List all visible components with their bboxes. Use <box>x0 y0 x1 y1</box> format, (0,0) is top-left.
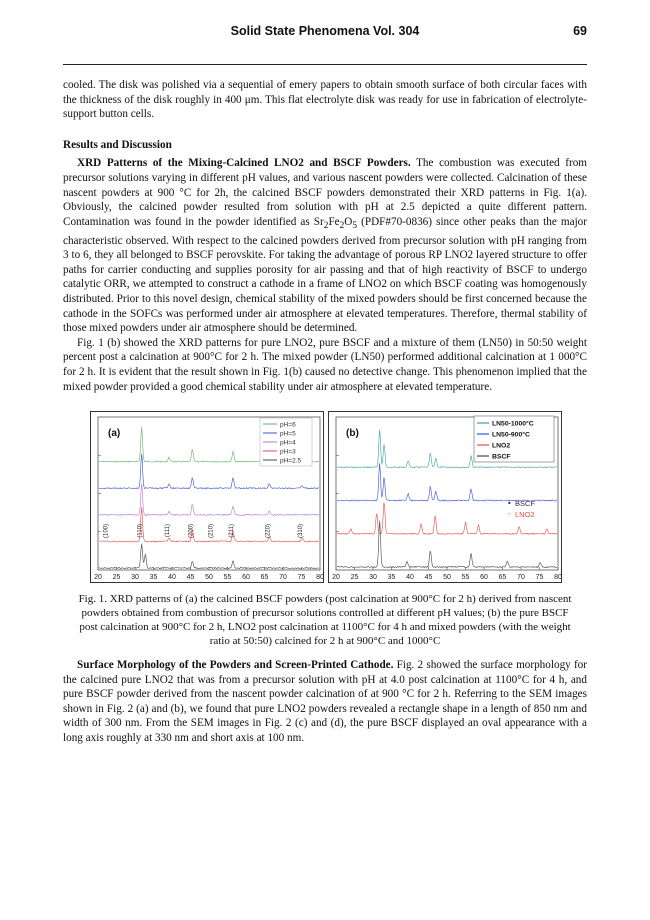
x-tick-label: 45 <box>186 574 195 582</box>
series-line-ln50-900-c <box>337 463 557 501</box>
x-tick-label: 40 <box>406 574 414 582</box>
panel-label: (a) <box>108 428 121 440</box>
panel-label: (b) <box>346 428 359 440</box>
series-line-ph-2-5 <box>99 544 319 569</box>
peak-annotation: (211) <box>229 524 236 538</box>
page-number: 69 <box>573 24 587 38</box>
section-heading: Results and Discussion <box>63 138 172 151</box>
peak-annotation: (111) <box>165 524 172 538</box>
paragraph-intro: cooled. The disk was polished via a sequential of emery papers to obtain smooth surface of both circular faces with the thickness of the disk roughly in 400 μm. This flat electrolyte disk was ready for use in fabrication of electrolyte-support button cells. <box>63 79 587 121</box>
marker-legend-label: LNO2 <box>515 510 535 520</box>
xrd-panel-a <box>90 411 324 583</box>
xrd-chart-a <box>91 412 323 582</box>
xrd-panel-b <box>328 411 562 583</box>
x-tick-label: 30 <box>369 574 377 582</box>
x-tick-label: 80 <box>554 574 562 582</box>
legend-entry: LN50-1000°C <box>492 420 534 428</box>
x-tick-label: 20 <box>94 574 102 582</box>
x-tick-label: 20 <box>332 574 340 582</box>
paragraph-morphology: Surface Morphology of the Powders and Screen-Printed Cathode. Fig. 2 showed the surface morphology for the calcined pure LNO2 that was from a precursor solution with pH at 4.0 post calcination at 1100°C for 4 h, and pure BSCF powder derived from the nascent powder calcination of at 900 °C for 2 h. Referring to the SEM images shown in Fig. 2 (a) and (b), we found that pure LNO2 powders revealed a rectangle shape in a length of 850 nm and width of 300 nm. From the SEM images in Fig. 2 (c) and (d), the pure BSCF displayed an oval appearance with a long axis roughly at 330 nm and short axis at 100 nm. <box>63 659 587 745</box>
peak-annotation: (110) <box>137 524 144 538</box>
legend-entry: pH=3 <box>280 448 296 456</box>
paragraph-xrd: XRD Patterns of the Mixing-Calcined LNO2 and BSCF Powders. The combustion was executed from precursor solutions varying in different pH values, and various nascent powders were collected. Calcination of these nascent powders at 900 °C for 2h, the calcined BSCF powders demonstrated their XRD patterns in Fig. 1(a). Obviously, the calcined powder resulted from solution with pH at 2.5 depicted a quite different pattern. Contamination was found in the powder identified as $Sr_2Fe_2O_5$ (PDF#70-0836) since other peaks than the major characteristic observed. With respect to the calcined powders derived from precursor solution with pH ranging from 3 to 6, they all belonged to BSCF perovskite. For taking the advantage of porous RP LNO2 layered structure to offer paths for carrier conducting and supplies porosity for air passing and that of high reactivity of BSCF to undergo catalytic ORR, we attempted to construct a cathode in a frame of LNO2 on which BSCF coating was homogenously distributed. Prior to this novel design, chemical stability of the mixed powders should be first concerned because the cathode in the SOFCs was performed under air atmosphere at elevated temperatures. Therefore, thermal stability of those mixed powders under air atmosphere should be determined. <box>63 157 588 335</box>
x-tick-label: 65 <box>260 574 269 582</box>
x-tick-label: 60 <box>242 574 250 582</box>
x-tick-label: 50 <box>443 574 451 582</box>
x-tick-label: 75 <box>297 574 306 582</box>
figure-1 <box>90 411 570 584</box>
x-tick-label: 30 <box>131 574 139 582</box>
x-tick-label: 75 <box>535 574 544 582</box>
x-tick-label: 60 <box>480 574 488 582</box>
x-tick-label: 65 <box>498 574 507 582</box>
paragraph-xrd-title: XRD Patterns of the Mixing-Calcined LNO2 and BSCF Powders. <box>77 157 411 170</box>
header-rule <box>63 64 587 65</box>
series-line-bscf <box>337 521 557 568</box>
x-tick-label: 80 <box>316 574 324 582</box>
x-tick-label: 70 <box>279 574 287 582</box>
paragraph-fig1b: Fig. 1 (b) showed the XRD patterns for pure LNO2, pure BSCF and a mixture of them (LN50) in 50:50 weight percent post a calcination at 900°C for 2 h. The mixed powder (LN50) performed additional calcination at 1 000°C for 2 h. It is evident that the result shown in Fig. 1(b) caused no detective change. This phenomenon implied that the mixed powder provided a good chemical stability under air atmosphere at elevated temperature. <box>63 336 587 393</box>
x-tick-label: 40 <box>168 574 176 582</box>
legend-entry: LNO2 <box>492 442 511 450</box>
peak-annotation: (200) <box>188 524 195 539</box>
legend-entry: LN50-900°C <box>492 431 530 439</box>
x-tick-label: 35 <box>387 574 396 582</box>
xrd-chart-b <box>329 412 561 582</box>
legend-entry: pH=4 <box>280 439 296 447</box>
x-tick-label: 35 <box>149 574 158 582</box>
marker-legend-symbol: ◦ <box>507 510 512 520</box>
legend-entry: pH=6 <box>280 421 296 429</box>
x-tick-label: 45 <box>424 574 433 582</box>
peak-annotation: (220) <box>265 524 272 539</box>
peak-annotation: (210) <box>208 524 215 539</box>
paragraph-morphology-title: Surface Morphology of the Powders and Screen-Printed Cathode. <box>77 659 394 672</box>
figure-caption: Fig. 1. XRD patterns of (a) the calcined BSCF powders (post calcination at 900°C for 2 h) derived from nascent powders obtained from combustion of precursor solutions controlled at different pH values; (b) the pure BSCF post calcination at 900°C for 2 h, LNO2 post calcination at 1100°C for 4 h and mixed powders (with the weight ratio at 50:50) calcined for 2 h at 900°C and 1000°C <box>78 593 572 648</box>
legend-entry: pH=2.5 <box>280 457 302 465</box>
running-header <box>63 24 587 42</box>
x-tick-label: 25 <box>350 574 359 582</box>
journal-title: Solid State Phenomena Vol. 304 <box>230 24 420 38</box>
x-tick-label: 55 <box>223 574 232 582</box>
x-tick-label: 25 <box>112 574 121 582</box>
marker-legend-label: BSCF <box>515 499 536 509</box>
legend-entry: pH=5 <box>280 430 296 438</box>
x-tick-label: 50 <box>205 574 213 582</box>
peak-annotation: (310) <box>298 524 305 539</box>
marker-legend-symbol: • <box>507 499 512 509</box>
legend-entry: BSCF <box>492 453 511 461</box>
x-tick-label: 55 <box>461 574 470 582</box>
peak-annotation: (100) <box>103 524 110 539</box>
x-tick-label: 70 <box>517 574 525 582</box>
article-body <box>63 78 587 746</box>
